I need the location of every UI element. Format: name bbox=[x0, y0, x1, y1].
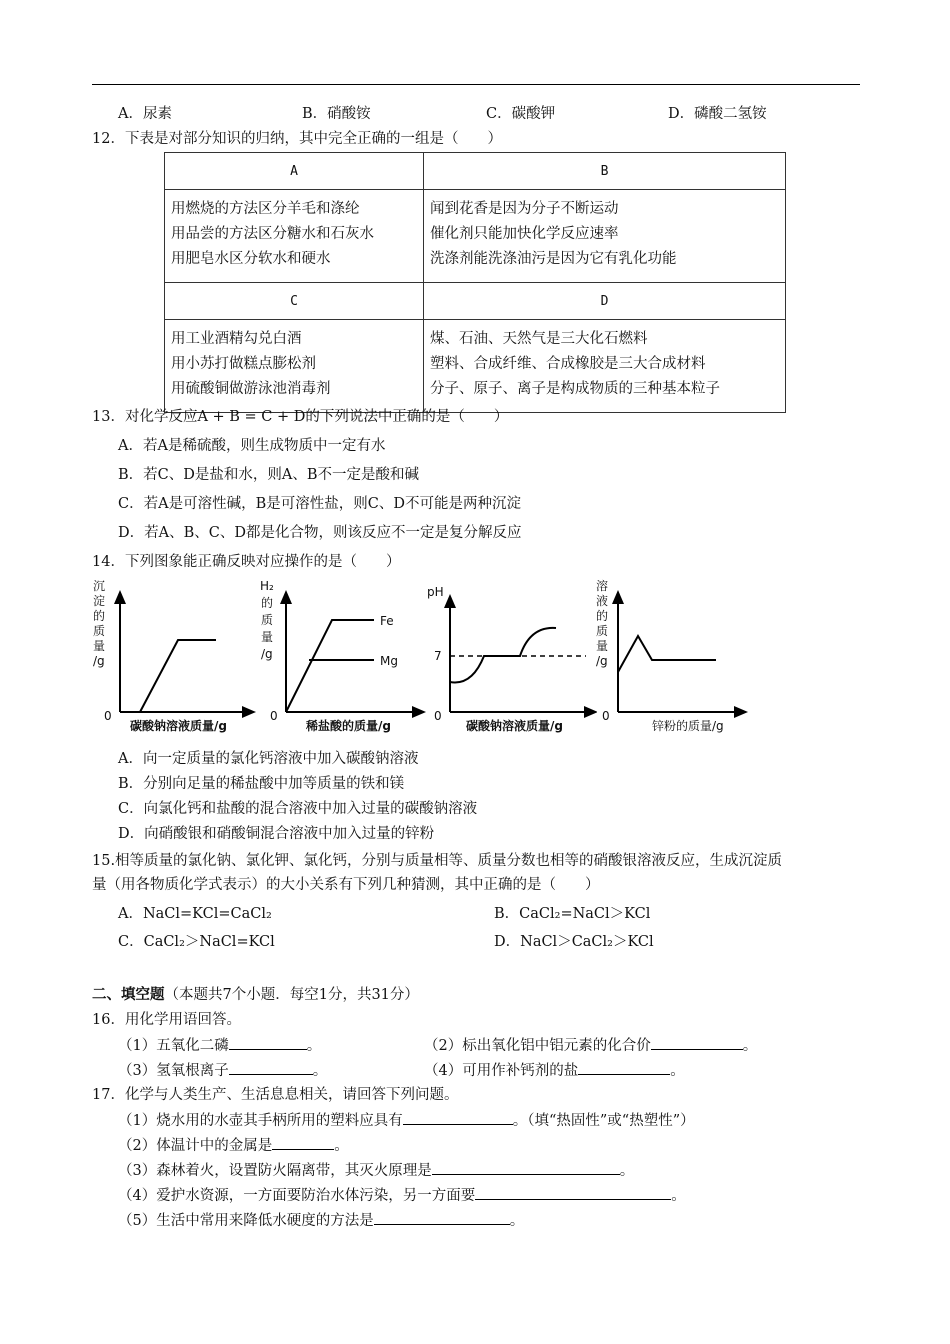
q17-item-4-text: （4）爱护水资源，一方面要防治水体污染，另一方面要 bbox=[118, 1188, 476, 1204]
q12-knowledge-table bbox=[164, 152, 786, 413]
origin-label: 0 bbox=[270, 709, 278, 723]
y-label-char: /g bbox=[596, 654, 608, 668]
q11-option-d[interactable]: D．磷酸二氢铵 bbox=[668, 106, 767, 122]
origin-label: 0 bbox=[434, 709, 442, 723]
y-axis-label bbox=[260, 579, 274, 661]
q17-item-5 bbox=[118, 1210, 524, 1231]
table-cell-line: 催化剂只能加快化学反应速率 bbox=[430, 226, 619, 242]
q17-stem: 17．化学与人类生产、生活息息相关，请回答下列问题。 bbox=[92, 1087, 459, 1103]
y-axis-label: pH bbox=[427, 585, 444, 599]
q13-option-c[interactable]: C．若A是可溶性碱，B是可溶性盐，则C、D不可能是两种沉淀 bbox=[118, 496, 521, 512]
q11-option-c[interactable]: C．碳酸钾 bbox=[486, 106, 556, 122]
answer-blank[interactable] bbox=[578, 1060, 670, 1075]
table-header-b: B bbox=[424, 153, 786, 190]
q16-item-1 bbox=[118, 1035, 321, 1056]
q17-item-1-text: （1）烧水用的水壶其手柄所用的塑料应具有 bbox=[118, 1113, 403, 1129]
precipitate-curve bbox=[140, 640, 216, 712]
q13-option-d[interactable]: D．若A、B、C、D都是化合物，则该反应不一定是复分解反应 bbox=[118, 525, 522, 541]
solution-mass-curve bbox=[618, 636, 716, 672]
period: 。 bbox=[670, 1063, 685, 1079]
table-cell-line: 用肥皂水区分软水和硬水 bbox=[171, 251, 331, 267]
period: 。 bbox=[619, 1163, 635, 1179]
q17-item-2-text: （2）体温计中的金属是 bbox=[118, 1138, 273, 1154]
q17-item-3-text: （3）森林着火，设置防火隔离带，其灭火原理是 bbox=[118, 1163, 432, 1179]
y-axis-label bbox=[93, 579, 105, 668]
section-title: 二、填空题 bbox=[92, 986, 165, 1003]
table-cell-d bbox=[424, 320, 786, 413]
answer-blank[interactable] bbox=[651, 1035, 743, 1050]
q13-stem: 13．对化学反应A + B = C + D的下列说法中正确的是（ ） bbox=[92, 409, 509, 425]
graph-d bbox=[592, 578, 752, 738]
q15-stem-line2: 量（用各物质化学式表示）的大小关系有下列几种猜测，其中正确的是（ ） bbox=[92, 877, 600, 893]
answer-blank[interactable] bbox=[272, 1135, 334, 1150]
y-label-char: 量 bbox=[596, 639, 609, 653]
period: 。 bbox=[742, 1038, 758, 1054]
q17-item-3 bbox=[118, 1160, 634, 1181]
answer-blank[interactable] bbox=[374, 1210, 510, 1225]
table-cell-a bbox=[165, 190, 424, 283]
answer-blank[interactable] bbox=[475, 1185, 671, 1200]
y-label-char: 量 bbox=[261, 630, 274, 644]
table-cell-line: 用硫酸铜做游泳池消毒剂 bbox=[171, 381, 331, 397]
q17-item-1-hint: 。（填“热固性”或“热塑性”） bbox=[512, 1113, 695, 1129]
q12-stem: 12．下表是对部分知识的归纳，其中完全正确的一组是（ ） bbox=[92, 131, 502, 147]
table-cell-b bbox=[424, 190, 786, 283]
q16-item-2 bbox=[424, 1035, 757, 1056]
table-header-d: D bbox=[424, 283, 786, 320]
table-cell-line: 用品尝的方法区分糖水和石灰水 bbox=[171, 226, 374, 242]
period: 。 bbox=[306, 1038, 322, 1054]
q16-item-4-text: （4）可用作补钙剂的盐 bbox=[424, 1063, 579, 1079]
q14-option-d[interactable]: D．向硝酸银和硝酸铜混合溶液中加入过量的锌粉 bbox=[118, 826, 435, 842]
y-label-char: /g bbox=[93, 654, 105, 668]
x-axis-label: 碳酸钠溶液质量/g bbox=[466, 719, 563, 733]
q14-option-c[interactable]: C．向氯化钙和盐酸的混合溶液中加入过量的碳酸钠溶液 bbox=[118, 801, 478, 817]
y-label-char: 的 bbox=[596, 609, 609, 623]
graph-a bbox=[90, 578, 260, 738]
y-axis-label bbox=[596, 578, 608, 668]
x-axis-label: 锌粉的质量/g bbox=[652, 719, 724, 733]
y-label-char: /g bbox=[261, 647, 273, 661]
y-label-char: 质 bbox=[93, 624, 106, 638]
q16-item-3-text: （3）氢氧根离子 bbox=[118, 1063, 229, 1079]
table-cell-line: 用工业酒精勾兑白酒 bbox=[171, 331, 302, 347]
y-label-char: 量 bbox=[93, 639, 106, 653]
graph-c bbox=[422, 578, 597, 738]
x-axis-label: 碳酸钠溶液质量/g bbox=[130, 719, 227, 733]
q17-item-1 bbox=[118, 1110, 695, 1131]
mg-label: Mg bbox=[380, 654, 398, 668]
period: 。 bbox=[334, 1138, 349, 1154]
q16-stem: 16．用化学用语回答。 bbox=[92, 1012, 241, 1028]
table-cell-line: 煤、石油、天然气是三大化石燃料 bbox=[430, 331, 648, 347]
q15-option-a[interactable]: A．NaCl=KCl=CaCl₂ bbox=[118, 906, 272, 922]
y-label-char: 淀 bbox=[93, 594, 106, 608]
ph7-tick-label: 7 bbox=[434, 649, 442, 663]
answer-blank[interactable] bbox=[229, 1060, 313, 1075]
q16-item-1-text: （1）五氧化二磷 bbox=[118, 1038, 229, 1054]
section-note: （本题共7个小题．每空1分，共31分） bbox=[164, 987, 419, 1003]
origin-label: 0 bbox=[602, 709, 610, 723]
origin-label: 0 bbox=[104, 709, 112, 723]
section-heading bbox=[92, 985, 419, 1005]
y-label-char: 的 bbox=[93, 609, 106, 623]
period: 。 bbox=[312, 1063, 328, 1079]
y-label-char: 质 bbox=[596, 624, 609, 638]
q16-item-3 bbox=[118, 1060, 327, 1081]
q16-item-2-text: （2）标出氧化铝中铝元素的化合价 bbox=[424, 1038, 651, 1054]
answer-blank[interactable] bbox=[403, 1110, 513, 1125]
fe-curve bbox=[286, 620, 374, 712]
ph-curve bbox=[450, 628, 556, 683]
answer-blank[interactable] bbox=[432, 1160, 620, 1175]
q13-option-b[interactable]: B．若C、D是盐和水，则A、B不一定是酸和碱 bbox=[118, 467, 420, 483]
q15-option-c[interactable]: C．CaCl₂＞NaCl=KCl bbox=[118, 934, 275, 950]
q11-option-b[interactable]: B．硝酸铵 bbox=[302, 106, 371, 122]
q15-option-b[interactable]: B．CaCl₂=NaCl＞KCl bbox=[494, 906, 651, 922]
q14-stem: 14．下列图象能正确反映对应操作的是（ ） bbox=[92, 554, 401, 570]
table-cell-line: 洗涤剂能洗涤油污是因为它有乳化功能 bbox=[430, 251, 677, 267]
fe-label: Fe bbox=[380, 614, 394, 628]
q11-option-a[interactable]: A．尿素 bbox=[118, 106, 172, 122]
q15-stem-line1: 15.相等质量的氯化钠、氯化钾、氯化钙，分别与质量相等、质量分数也相等的硝酸银溶液反应，生成沉淀质 bbox=[92, 853, 783, 869]
q17-item-2 bbox=[118, 1135, 349, 1156]
table-header-c: C bbox=[165, 283, 424, 320]
y-label-char: 液 bbox=[596, 594, 609, 608]
q14-option-b[interactable]: B．分别向足量的稀盐酸中加等质量的铁和镁 bbox=[118, 776, 405, 792]
table-cell-line: 闻到花香是因为分子不断运动 bbox=[430, 201, 619, 217]
y-label-char: 质 bbox=[261, 613, 274, 627]
header-rule bbox=[92, 84, 860, 85]
period: 。 bbox=[509, 1213, 525, 1229]
x-axis-label: 稀盐酸的质量/g bbox=[306, 719, 391, 733]
y-label-char: 沉 bbox=[93, 579, 106, 593]
q15-option-d[interactable]: D．NaCl＞CaCl₂＞KCl bbox=[494, 934, 654, 950]
q16-item-4 bbox=[424, 1060, 685, 1081]
table-cell-c bbox=[165, 320, 424, 413]
q17-item-4 bbox=[118, 1185, 686, 1206]
table-cell-line: 塑料、合成纤维、合成橡胶是三大合成材料 bbox=[430, 356, 706, 372]
table-cell-line: 用小苏打做糕点膨松剂 bbox=[171, 356, 316, 372]
y-label-char: H₂ bbox=[260, 579, 274, 593]
answer-blank[interactable] bbox=[229, 1035, 307, 1050]
table-cell-line: 分子、原子、离子是构成物质的三种基本粒子 bbox=[430, 381, 720, 397]
q17-item-5-text: （5）生活中常用来降低水硬度的方法是 bbox=[118, 1213, 374, 1229]
q14-option-a[interactable]: A．向一定质量的氯化钙溶液中加入碳酸钠溶液 bbox=[118, 751, 419, 767]
table-cell-line: 用燃烧的方法区分羊毛和涤纶 bbox=[171, 201, 360, 217]
q13-option-a[interactable]: A．若A是稀硫酸，则生成物质中一定有水 bbox=[118, 438, 386, 454]
graph-b bbox=[258, 578, 428, 738]
table-header-a: A bbox=[165, 153, 424, 190]
y-label-char: 的 bbox=[261, 596, 274, 610]
period: 。 bbox=[671, 1188, 686, 1204]
y-label-char: 溶 bbox=[596, 579, 609, 593]
